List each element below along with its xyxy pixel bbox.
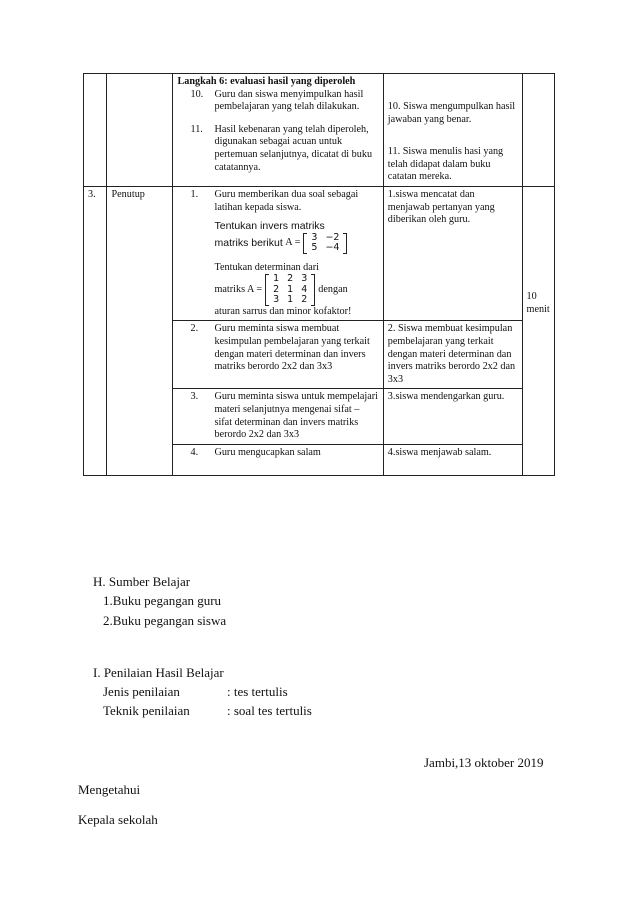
matrix-3x3 [265, 274, 315, 306]
penutup-teacher-cell-3 [173, 389, 383, 444]
item-number: 10. [190, 88, 204, 100]
task2-end: aturan sarrus dan minor kofaktor! [214, 305, 352, 317]
student-activity: 11. Siswa menulis hasi yang telah didapat dalam buku catatan mereka. [387, 146, 504, 183]
matrix-3x3-entry: 1 [273, 273, 280, 285]
place-date: Jambi,13 oktober 2019 [424, 755, 544, 770]
sumber-item: 2.Buku pegangan siswa [103, 613, 227, 628]
matrix-2x2-entry: −2 [325, 231, 340, 243]
teacher-activity: Guru meminta siswa untuk mempelajari materi selanjutnya mengenai sifat – sifat determinan dan invers matriks berordo 2x2 dan 3x3 [214, 391, 379, 441]
penutup-teacher-cell-4 [173, 444, 383, 476]
step6-heading: Langkah 6: evaluasi hasil yang diperoleh [177, 76, 356, 87]
teacher-activity: Guru memberikan dua soal sebagai latihan kepada siswa. [214, 188, 359, 213]
task1-line1: Tentukan invers matriks [214, 220, 325, 233]
lesson-plan-table [83, 73, 555, 476]
student-activity: 1.siswa mencatat dan menjawab pertanyan yang diberikan oleh guru. [387, 188, 495, 226]
penutup-teacher-cell-2 [173, 321, 383, 389]
student-activity: 2. Siswa membuat kesimpulan pembelajaran yang terkait dengan materi determinan dan invers matriks berordo 2x2 dan 3x3 [387, 323, 516, 385]
penutup-student-cell-4 [383, 444, 522, 476]
penilaian-value: : soal tes tertulis [227, 703, 312, 718]
matrix-2x2-entry: 3 [311, 231, 318, 243]
item-number: 4. [190, 446, 199, 458]
table-cell-empty [84, 74, 107, 187]
list-item [177, 89, 378, 114]
sumber-section [93, 574, 226, 629]
matrix-label: A = [285, 236, 301, 248]
matrix-3x3-entry: 2 [287, 273, 294, 285]
list-item [177, 124, 378, 174]
matrix-3x3-entry: 1 [287, 283, 294, 295]
penilaian-label: Teknik penilaian [103, 703, 190, 718]
sumber-title: H. Sumber Belajar [93, 574, 191, 589]
item-number: 1. [190, 188, 199, 200]
matrix-3x3-entry: 3 [301, 273, 308, 285]
task2-line1: Tentukan determinan dari [214, 261, 319, 273]
list-item [177, 447, 378, 460]
student-activity: 4.siswa menjawab salam. [387, 446, 492, 458]
task2-after: dengan [318, 283, 348, 295]
penutup-student-cell-1 [383, 186, 522, 320]
matrix-3x3-entry: 1 [287, 294, 294, 306]
teacher-activity: Hasil kebenaran yang telah diperoleh, digunakan sebagai acuan untuk pertemuan selanjutnya, dicatat di buku catatannya. [214, 123, 373, 173]
table-cell-empty [107, 74, 173, 187]
teacher-activity: Guru meminta siswa membuat kesimpulan pembelajaran yang terkait dengan materi determinan dan invers matriks berordo 2x2 dan 3x3 [214, 323, 370, 373]
item-number: 3. [190, 391, 199, 403]
list-item [177, 189, 378, 318]
task1-line2: matriks berikut [214, 236, 283, 249]
matrix-2x2-entry: 5 [311, 242, 318, 254]
sumber-item: 1.Buku pegangan guru [103, 593, 222, 608]
penutup-student-cell-2 [383, 321, 522, 389]
matrix-2x2 [303, 233, 347, 254]
task2-label: matriks A = [214, 283, 263, 295]
student-activity: 10. Siswa mengumpulkan hasil jawaban yang benar. [387, 101, 516, 125]
penilaian-label: Jenis penilaian [103, 684, 180, 699]
matrix-3x3-entry: 2 [273, 283, 280, 295]
matrix-3x3-entry: 4 [301, 283, 308, 295]
matrix-3x3-entry: 3 [273, 294, 280, 306]
step6-teacher-cell [173, 74, 383, 187]
penutup-student-cell-3 [383, 389, 522, 444]
time-allocation: 10 menit [526, 291, 550, 315]
time-cell [522, 186, 554, 475]
item-number: 11. [190, 123, 203, 135]
step6-student-cell [383, 74, 522, 187]
task2-matrix-row [214, 274, 378, 306]
mengetahui-label: Mengetahui [78, 782, 141, 797]
list-item [177, 391, 378, 441]
penilaian-title: I. Penilaian Hasil Belajar [93, 665, 224, 680]
table-row [84, 186, 555, 320]
table-cell-empty [522, 74, 554, 187]
penutup-teacher-cell-1 [173, 186, 383, 320]
penilaian-section [93, 665, 312, 719]
teacher-activity: Guru mengucapkan salam [214, 446, 321, 458]
penilaian-row [93, 703, 312, 719]
penilaian-row [93, 684, 312, 700]
table-row [84, 74, 555, 187]
matrix-2x2-entry: −4 [325, 242, 340, 254]
matrix-3x3-entry: 2 [301, 294, 308, 306]
student-activity: 3.siswa mendengarkan guru. [387, 391, 505, 403]
row-number: 3. [84, 186, 107, 475]
task1-matrix-row [214, 233, 378, 254]
teacher-activity: Guru dan siswa menyimpulkan hasil pembelajaran yang telah dilakukan. [214, 88, 364, 113]
item-number: 2. [190, 323, 199, 335]
signatory-role: Kepala sekolah [78, 812, 158, 827]
list-item [177, 323, 378, 373]
phase-name: Penutup [107, 186, 173, 475]
penilaian-value: : tes tertulis [227, 684, 288, 699]
